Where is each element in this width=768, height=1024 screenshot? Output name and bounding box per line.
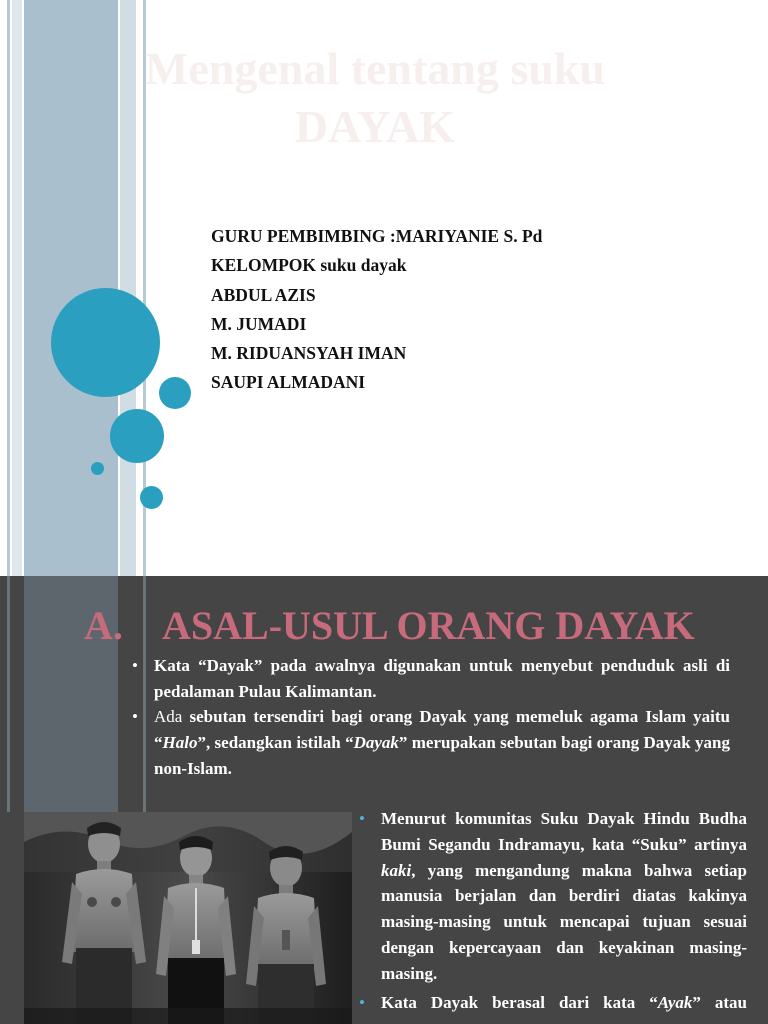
paragraph-4-text: Kata Dayak berasal dari kata “: [381, 993, 658, 1012]
paragraph-2-lead: Ada: [154, 707, 183, 726]
decor-stripe: [12, 0, 22, 576]
supervisor-line: GURU PEMBIMBING :MARIYANIE S. Pd: [211, 226, 543, 246]
decor-circle: [91, 462, 104, 475]
member-name: M. RIDUANSYAH IMAN: [211, 343, 407, 364]
member-name: M. JUMADI: [211, 313, 307, 334]
decor-circle: [140, 486, 163, 509]
member-name: ABDUL AZIS: [211, 284, 316, 305]
paragraph-3-text: Menurut komunitas Suku Dayak Hindu Budha Bumi Segandu Indramayu, kata “Suku” artinya: [381, 809, 747, 854]
decor-circle: [110, 409, 164, 463]
title-line-2: DAYAK: [294, 101, 456, 152]
section-heading: [84, 602, 695, 650]
paragraph-1-text: Kata “Dayak” pada awalnya digunakan untuk menyebut penduduk asli di pedalaman Pulau Kalimantan.: [154, 656, 730, 701]
decor-circle: [159, 377, 191, 409]
section-number: A.: [84, 603, 123, 648]
member-name: SAUPI ALMADANI: [211, 372, 366, 393]
paragraph-2-text: ”, sedangkan istilah “: [197, 732, 354, 752]
paragraph-1: [154, 653, 730, 705]
paragraph-3-text: , yang mengandung makna bahwa setiap manusia berjalan dan berdiri diatas kakinya masing-masing untuk mencapai tujuan sesuai dengan kepercayaan dan keyakinan masing-masing.: [381, 860, 747, 983]
section-title: ASAL-USUL ORANG DAYAK: [162, 603, 695, 648]
group-line: KELOMPOK suku dayak: [211, 255, 407, 276]
dayak-men-photo: [24, 812, 352, 1024]
term-kaki: kaki: [381, 860, 412, 880]
content-slide: [0, 576, 768, 1024]
paragraph-2: [154, 704, 730, 781]
term-halo: Halo: [162, 732, 198, 752]
bullet-icon: •: [359, 993, 365, 1012]
bullet-icon: •: [132, 707, 138, 726]
bullet-icon: •: [132, 656, 138, 675]
term-dayak: Dayak: [353, 732, 399, 752]
paragraph-4: [381, 990, 747, 1016]
bullet-icon: •: [359, 809, 365, 828]
paragraph-2-text: ” merupakan sebutan bagi orang Dayak yang non-Islam.: [154, 732, 730, 778]
slide-title: [80, 40, 670, 156]
paragraph-4-text: ” atau: [692, 993, 747, 1012]
term-ayak: Ayak: [657, 993, 693, 1012]
decor-stripe: [7, 576, 10, 812]
paragraph-3: [381, 806, 747, 987]
decor-circle-large: [51, 288, 160, 397]
decor-stripe: [7, 0, 10, 576]
member-list: [211, 222, 542, 398]
paragraph-2-text: sebutan tersendiri bagi orang Dayak yang memeluk agama Islam yaitu “: [154, 707, 730, 752]
title-line-1: Mengenal tentang suku: [144, 43, 606, 94]
